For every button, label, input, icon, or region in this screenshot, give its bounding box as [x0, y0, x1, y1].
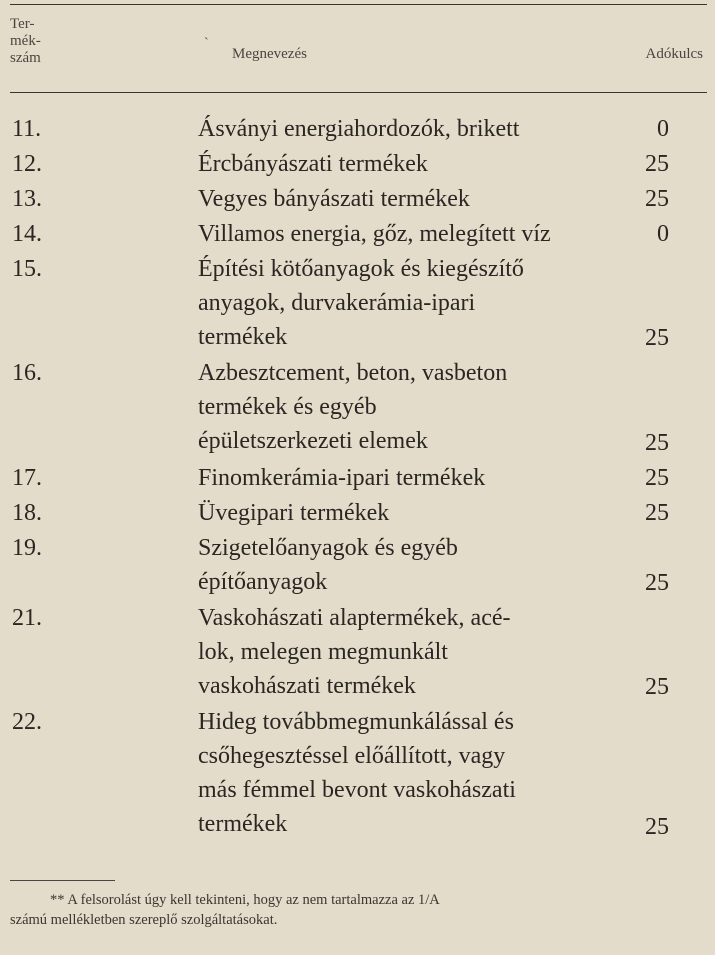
- table-top-rule: [10, 4, 707, 5]
- row-number: 15.: [12, 255, 42, 282]
- row-name: [198, 531, 618, 599]
- table-row: [0, 252, 715, 357]
- column-header-rate: Adókulcs: [645, 46, 703, 62]
- table-row: [0, 461, 715, 496]
- row-name-line: termékek és egyéb: [198, 394, 377, 421]
- row-rate: 0: [657, 116, 669, 142]
- row-name-line: Azbesztcement, beton, vasbeton: [198, 360, 508, 387]
- row-name-line: termékek: [198, 323, 288, 350]
- row-number: 21.: [12, 604, 42, 631]
- row-name: [198, 147, 618, 181]
- row-rate: 25: [645, 150, 669, 177]
- column-header-name: Megnevezés: [232, 46, 307, 62]
- row-rate: 25: [645, 813, 669, 840]
- column-header-number: [10, 16, 90, 67]
- table-header-rule: [10, 92, 707, 93]
- footnote-line-1: ** A felsorolást úgy kell tekinteni, hogy az nem tartalmazza az 1/A: [50, 892, 440, 908]
- table-row: [0, 182, 715, 217]
- row-name-line: csőhegesztéssel előállított, vagy: [198, 743, 506, 770]
- row-name: [198, 217, 618, 251]
- row-name-line: épületszerkezeti elemek: [198, 428, 428, 455]
- row-name: [198, 705, 618, 841]
- footnote: [10, 890, 700, 930]
- row-name-line: más fémmel bevont vaskohászati: [198, 777, 516, 804]
- column-header-number-line2: mék-: [10, 33, 41, 49]
- table-row: [0, 217, 715, 252]
- table-row: [0, 705, 715, 845]
- row-name-line: anyagok, durvakerámia-ipari: [198, 289, 476, 316]
- table-row: [0, 356, 715, 461]
- row-number: 13.: [12, 185, 42, 212]
- row-name: [198, 601, 618, 703]
- row-name-line: Vegyes bányászati termékek: [198, 185, 470, 212]
- row-rate: 0: [657, 220, 669, 247]
- row-rate: 25: [645, 325, 669, 352]
- row-name: [198, 252, 618, 354]
- row-name-line: Villamos energia, gőz, melegített víz: [198, 220, 551, 247]
- header-tick-mark: ˋ: [204, 36, 209, 51]
- footnote-rule: [10, 880, 115, 881]
- row-name-line: építőanyagok: [198, 568, 328, 595]
- row-number: 19.: [12, 534, 42, 561]
- row-name: [198, 356, 618, 458]
- row-rate: 25: [645, 674, 669, 701]
- row-name-line: Üvegipari termékek: [198, 499, 390, 526]
- row-number: 12.: [12, 150, 42, 177]
- table-row: [0, 496, 715, 531]
- row-name-line: Finomkerámia-ipari termékek: [198, 465, 486, 491]
- row-name-line: Építési kötőanyagok és kiegészítő: [198, 255, 524, 282]
- row-name-line: termékek: [198, 811, 288, 838]
- row-number: 17.: [12, 465, 42, 491]
- table-row: [0, 531, 715, 601]
- row-name-line: Vaskohászati alaptermékek, acé-: [198, 604, 511, 631]
- row-name-line: Szigetelőanyagok és egyéb: [198, 534, 458, 561]
- column-header-number-line3: szám: [10, 50, 41, 66]
- table-row: [0, 147, 715, 182]
- row-name-line: Ércbányászati termékek: [198, 150, 428, 177]
- row-number: 14.: [12, 220, 42, 247]
- table-row: [0, 112, 715, 147]
- row-rate: 25: [645, 185, 669, 212]
- row-number: 22.: [12, 709, 42, 736]
- row-name-line: lok, melegen megmunkált: [198, 638, 448, 665]
- row-name-line: Ásványi energiahordozók, brikett: [198, 116, 520, 142]
- row-number: 18.: [12, 499, 42, 526]
- row-name-line: vaskohászati termékek: [198, 672, 416, 699]
- row-number: 11.: [12, 116, 42, 142]
- row-rate: 25: [645, 465, 669, 491]
- row-name: [198, 112, 618, 146]
- row-name: [198, 496, 618, 530]
- row-name: [198, 182, 618, 216]
- row-rate: 25: [645, 499, 669, 526]
- table-row: [0, 601, 715, 706]
- row-rate: 25: [645, 430, 669, 457]
- row-name-line: Hideg továbbmegmunkálással és: [198, 709, 514, 736]
- row-rate: 25: [645, 569, 669, 596]
- footnote-line-2: számú mellékletben szereplő szolgáltatásokat.: [10, 912, 278, 928]
- row-number: 16.: [12, 360, 42, 387]
- column-header-number-line1: Ter-: [10, 16, 35, 32]
- row-name: [198, 461, 618, 495]
